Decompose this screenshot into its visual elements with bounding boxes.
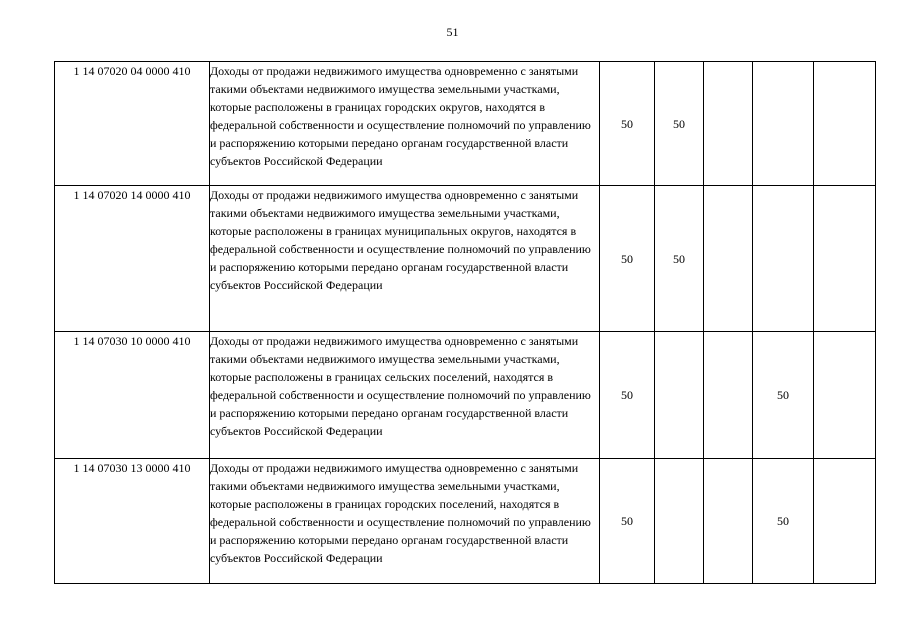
value-cell-5 [814,332,876,459]
value-cell-4: 50 [753,332,814,459]
revenue-code-cell: 1 14 07020 04 0000 410 [55,62,210,186]
value-cell-3 [704,459,753,584]
page-number: 51 [446,25,459,39]
table-row [55,459,876,584]
value-cell-3 [704,332,753,459]
revenue-code-cell: 1 14 07020 14 0000 410 [55,186,210,332]
table-row [55,186,876,332]
value-cell-5 [814,62,876,186]
value-cell-4 [753,186,814,332]
value-cell-3 [704,62,753,186]
value-cell-5 [814,186,876,332]
value-cell-5 [814,459,876,584]
value-cell-1: 50 [600,459,655,584]
revenue-code-cell: 1 14 07030 13 0000 410 [55,459,210,584]
value-cell-1: 50 [600,62,655,186]
revenue-description-cell: Доходы от продажи недвижимого имущества одновременно с занятыми такими объектами недвижимого имущества земельными участками, которые расположены в границах городских округов, находятся в федеральной собственности и осуществление полномочий по управлению и распоряжению которыми передано органам государственной власти субъектов Российской Федерации [210,62,600,186]
table-row [55,62,876,186]
revenue-table [54,61,876,584]
value-cell-2: 50 [655,186,704,332]
revenue-description-cell: Доходы от продажи недвижимого имущества одновременно с занятыми такими объектами недвижимого имущества земельными участками, которые расположены в границах сельских поселений, находятся в федеральной собственности и осуществление полномочий по управлению и распоряжению которыми передано органам государственной власти субъектов Российской Федерации [210,332,600,459]
value-cell-3 [704,186,753,332]
value-cell-1: 50 [600,186,655,332]
revenue-code-cell: 1 14 07030 10 0000 410 [55,332,210,459]
value-cell-4: 50 [753,459,814,584]
revenue-description-cell: Доходы от продажи недвижимого имущества одновременно с занятыми такими объектами недвижимого имущества земельными участками, которые расположены в границах городских поселений, находятся в федеральной собственности и осуществление полномочий по управлению и распоряжению которыми передано органам государственной власти субъектов Российской Федерации [210,459,600,584]
value-cell-2 [655,332,704,459]
value-cell-2 [655,459,704,584]
table-row [55,332,876,459]
revenue-description-cell: Доходы от продажи недвижимого имущества одновременно с занятыми такими объектами недвижимого имущества земельными участками, которые расположены в границах муниципальных округов, находятся в федеральной собственности и осуществление полномочий по управлению и распоряжению которыми передано органам государственной власти субъектов Российской Федерации [210,186,600,332]
value-cell-2: 50 [655,62,704,186]
value-cell-1: 50 [600,332,655,459]
value-cell-4 [753,62,814,186]
